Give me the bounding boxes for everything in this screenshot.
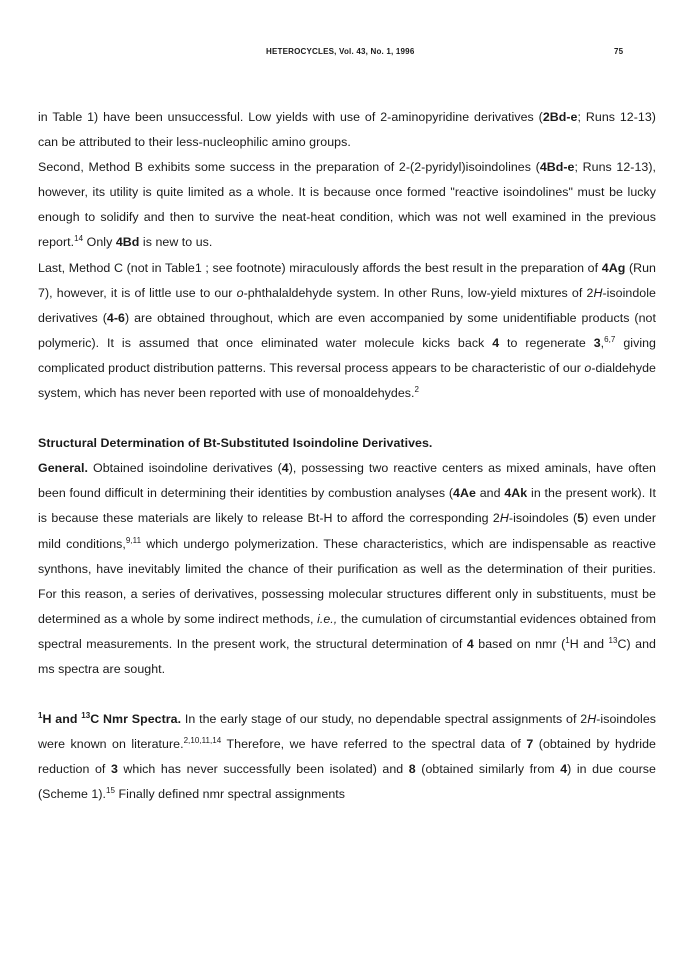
text-run: the cumulation of circumstantial evidences obtained from spectral measurements. In the present work, the structural determination of [38,611,656,651]
text-run: is new to us. [139,235,213,250]
text-run: (obtained similarly from [415,762,561,777]
text-run: Finally defined nmr spectral assignments [115,787,346,802]
reference-superscript: 14 [74,234,84,244]
reference-superscript: 2 [414,385,420,395]
text-run: Last, Method C (not in Table1 ; see footnote) miraculously affords the best result in the preparation of [38,260,602,275]
compound-label: 5 [577,511,585,526]
italic-text: o [236,285,244,300]
italic-text: o [584,360,592,375]
text-run: , [600,335,605,350]
compound-label: 4Bd-e [539,160,575,175]
italic-text: H [593,285,603,300]
text-run: -isoindoles ( [508,511,578,526]
text-run: in the present work). It is because these materials are likely to release Bt-H to afford the corresponding 2 [38,486,656,526]
compound-label: 4Bd [115,235,140,250]
compound-label: 2Bd-e [542,110,578,124]
text-run: ; Runs 12-13), however, its utility is quite limited as a whole. It is because once formed "reactive isoindolines" must be lucky enough to solidify and then to survive the neat-heat condition, which was not well examined in the previous report. [38,160,656,250]
text-run: ; Runs 12-13) can be attributed to their less-nucleophilic amino groups. [38,110,656,150]
compound-label: 4 [466,636,474,651]
text-run: giving complicated product distribution patterns. This reversal process appears to be characteristic of our [38,335,657,375]
reference-superscript: 2,10,11,14 [183,736,222,746]
text-run: Obtained isoindoline derivatives ( [88,461,282,476]
text-run: -dialdehyde system, which has never been reported with use of monoaldehydes. [38,360,656,401]
subsection-lead [38,712,181,726]
text-run: C) and ms spectra are sought. [38,636,656,676]
reference-superscript: 9,11 [125,535,142,545]
compound-label: 4 [492,335,500,350]
text-run: based on nmr ( [473,636,566,651]
text-run: and [475,486,505,501]
compound-label: 3 [110,762,118,777]
paragraph-nmr-spectra [38,707,656,807]
section-heading: Structural Determination of Bt-Substituted Isoindoline Derivatives. [38,436,433,451]
isotope-superscript: 1 [38,711,43,721]
compound-label: 4Ag [601,260,626,275]
text-run: -phthalaldehyde system. In other Runs, low-yield mixtures of 2 [243,285,594,300]
text-run: Second, Method B exhibits some success in the preparation of 2-(2-pyridyl)isoindolines ( [38,160,540,175]
text-run: which has never successfully been isolated) and [117,762,409,777]
text-run: to regenerate [499,335,594,350]
isotope-superscript: 13 [608,635,618,645]
page-number: 75 [614,47,624,56]
article-body [38,105,656,807]
compound-label: 4-6 [106,310,125,325]
compound-label: 4 [281,461,289,476]
text-run: in Table 1) have been unsuccessful. Low yields with use of 2-aminopyridine derivatives ( [38,110,543,124]
compound-label: 4Ak [504,486,528,501]
compound-label: 4 [560,762,568,777]
running-header [0,47,695,61]
paragraph-method-b [38,155,656,255]
text-run: ) in due course (Scheme 1). [38,762,656,802]
reference-superscript: 15 [106,786,116,796]
text-run: (Run 7), however, it is of little use to our [38,260,656,300]
paragraph-method-c [38,256,656,407]
text-run: In the early stage of our study, no dependable spectral assignments of 2 [181,712,588,727]
isotope-superscript: 13 [81,711,91,721]
compound-label: 7 [526,737,534,752]
text-run: Only [83,235,116,250]
text-run: -isoindoles were known on literature. [38,712,657,752]
paragraph-general [38,456,656,682]
text-run: -isoindole derivatives ( [38,285,656,325]
journal-citation: HETEROCYCLES, Vol. 43, No. 1, 1996 [266,47,415,56]
italic-text: H [587,712,597,727]
text-run: ) are obtained throughout, which are even accompanied by some unidentifiable products (not polymeric). It is assumed that once eliminated water molecule kicks back [38,310,656,350]
text-run: Therefore, we have referred to the spectral data of [221,737,527,752]
italic-text: H [499,511,509,526]
italic-text: i.e., [317,611,338,626]
compound-label: 8 [408,762,416,777]
compound-label: 4Ae [453,486,476,501]
compound-label: 3 [593,335,601,350]
text-run: H and [42,712,82,727]
subsection-lead: General. [38,461,88,476]
text-run: H and [569,636,609,651]
text-run: ), possessing two reactive centers as mixed aminals, have often been found difficult in determining their identities by combustion analyses ( [38,461,656,501]
paragraph-table1-results [38,105,656,155]
text-run: which undergo polymerization. These characteristics, which are indispensable as reactive synthons, have inevitably limited the chance of their purification as well as the determination of their purities. For this reason, a series of derivatives, possessing molecular structures different only in substituents, must be determined as a whole by some indirect methods, [38,536,656,626]
text-run: (obtained by hydride reduction of [38,737,656,777]
text-run: ) even under mild conditions, [38,511,656,551]
reference-superscript: 6,7 [604,334,616,344]
text-run: C Nmr Spectra. [90,712,182,727]
isotope-superscript: 1 [565,635,570,645]
